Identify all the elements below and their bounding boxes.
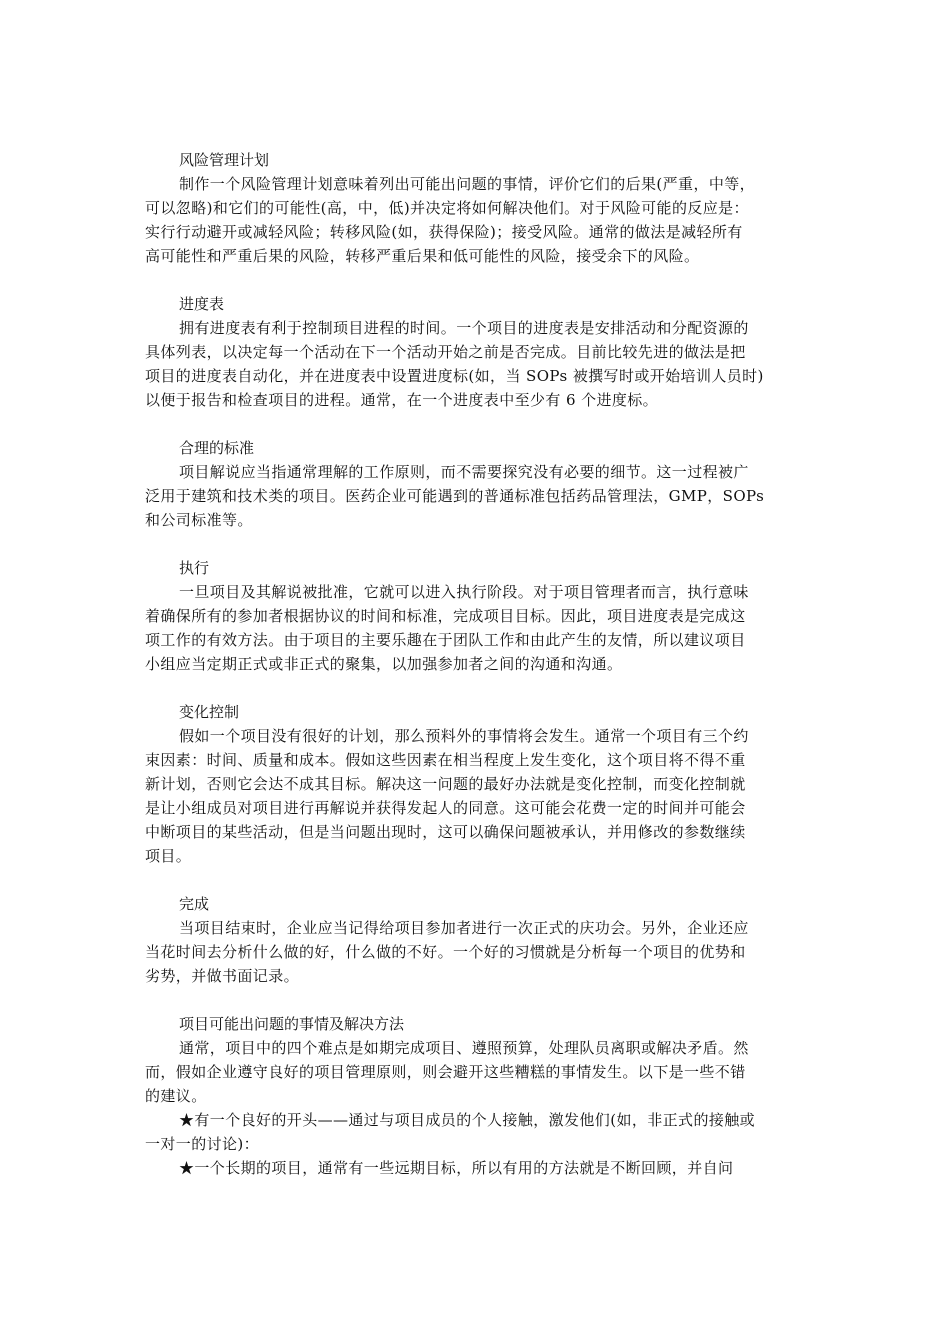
section-standards (145, 436, 809, 532)
section-heading: 完成 (179, 895, 210, 913)
section-heading: 变化控制 (179, 703, 240, 721)
bullet-paragraph (145, 1156, 809, 1180)
section-paragraph (145, 916, 809, 988)
section-heading: 执行 (179, 559, 210, 577)
paragraph-line: 一旦项目及其解说被批准，它就可以进入执行阶段。对于项目管理者而言，执行意味 (179, 583, 749, 601)
section-paragraph (145, 1036, 809, 1108)
paragraph-line: 束因素：时间、质量和成本。假如这些因素在相当程度上发生变化，这个项目将不得不重 (145, 751, 746, 769)
section-heading: 进度表 (179, 295, 225, 313)
paragraph-line: 小组应当定期正式或非正式的聚集，以加强参加者之间的沟通和沟通。 (145, 655, 623, 673)
section-heading: 合理的标准 (179, 439, 255, 457)
paragraph-line: 项目解说应当指通常理解的工作原则，而不需要探究没有必要的细节。这一过程被广 (179, 463, 749, 481)
section-paragraph (145, 316, 809, 412)
section-paragraph (145, 580, 809, 676)
paragraph-line: 项目的进度表自动化，并在进度表中设置进度标(如，当 SOPs 被撰写时或开始培训人员时) (145, 367, 764, 385)
paragraph-line: 是让小组成员对项目进行再解说并获得发起人的同意。这可能会花费一定的时间并可能会 (145, 799, 746, 817)
paragraph-line: 的建议。 (145, 1087, 207, 1105)
paragraph-line: 具体列表，以决定每一个活动在下一个活动开始之前是否完成。目前比较先进的做法是把 (145, 343, 746, 361)
paragraph-line: 制作一个风险管理计划意味着列出可能出问题的事情，评价它们的后果(严重，中等， (179, 175, 756, 193)
paragraph-line: 和公司标准等。 (145, 511, 253, 529)
section-heading: 项目可能出问题的事情及解决方法 (179, 1015, 405, 1033)
section-execution (145, 556, 809, 676)
section-risk-plan (145, 148, 809, 268)
paragraph-line: 而，假如企业遵守良好的项目管理原则，则会避开这些糟糕的事情发生。以下是一些不错 (145, 1063, 746, 1081)
section-schedule (145, 292, 809, 412)
paragraph-line: 可以忽略)和它们的可能性(高，中，低)并决定将如何解决他们。对于风险可能的反应是： (145, 199, 749, 217)
bullet-line: ★一个长期的项目，通常有一些远期目标，所以有用的方法就是不断回顾，并自问 (179, 1159, 734, 1177)
section-paragraph (145, 460, 809, 532)
section-paragraph (145, 724, 809, 868)
bullet-line: ★有一个良好的开头——通过与项目成员的个人接触，激发他们(如，非正式的接触或 (179, 1111, 756, 1129)
paragraph-line: 项目。 (145, 847, 192, 865)
paragraph-line: 中断项目的某些活动，但是当问题出现时，这可以确保问题被承认，并用修改的参数继续 (145, 823, 746, 841)
paragraph-line: 劣势，并做书面记录。 (145, 967, 300, 985)
paragraph-line: 假如一个项目没有很好的计划，那么预料外的事情将会发生。通常一个项目有三个约 (179, 727, 749, 745)
section-paragraph (145, 172, 809, 268)
paragraph-line: 新计划，否则它会达不成其目标。解决这一问题的最好办法就是变化控制，而变化控制就 (145, 775, 746, 793)
paragraph-line: 项工作的有效方法。由于项目的主要乐趣在于团队工作和由此产生的友情，所以建议项目 (145, 631, 746, 649)
section-change-control (145, 700, 809, 868)
section-completion (145, 892, 809, 988)
section-heading: 风险管理计划 (179, 151, 270, 169)
paragraph-line: 高可能性和严重后果的风险，转移严重后果和低可能性的风险，接受余下的风险。 (145, 247, 700, 265)
bullet-line: 一对一的讨论)： (145, 1135, 260, 1153)
paragraph-line: 以便于报告和检查项目的进程。通常，在一个进度表中至少有 6 个进度标。 (145, 391, 659, 409)
document-page (145, 148, 809, 1204)
paragraph-line: 着确保所有的参加者根据协议的时间和标准，完成项目目标。因此，项目进度表是完成这 (145, 607, 746, 625)
paragraph-line: 当花时间去分析什么做的好，什么做的不好。一个好的习惯就是分析每一个项目的优势和 (145, 943, 746, 961)
paragraph-line: 拥有进度表有利于控制顼目进程的时间。一个项目的进度表是安排活动和分配资源的 (179, 319, 749, 337)
paragraph-line: 实行行动避开或减轻风险；转移风险(如，获得保险)；接受风险。通常的做法是减轻所有 (145, 223, 743, 241)
paragraph-line: 当项目结束时，企业应当记得给项目参加者进行一次正式的庆功会。另外，企业还应 (179, 919, 749, 937)
section-problems-solutions (145, 1012, 809, 1180)
bullet-paragraph (145, 1108, 809, 1156)
paragraph-line: 通常，项目中的四个难点是如期完成项目、遵照预算，处理队员离职或解决矛盾。然 (179, 1039, 749, 1057)
paragraph-line: 泛用于建筑和技术类的项目。医药企业可能遇到的普通标准包括药品管理法，GMP，SOPs (145, 487, 765, 505)
